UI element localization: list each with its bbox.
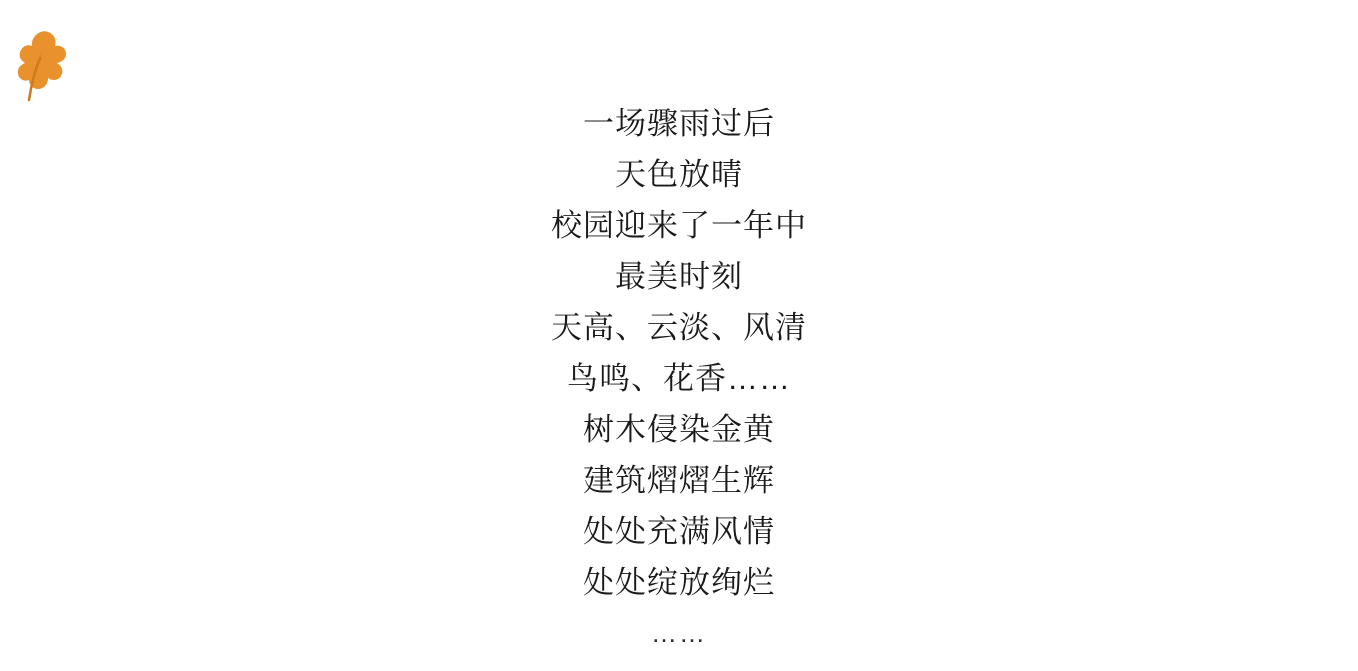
poem-line: 建筑熠熠生辉 [583, 463, 775, 498]
poem-line: 天色放晴 [615, 157, 743, 192]
poem-line: 一场骤雨过后 [583, 106, 775, 141]
poem-line: 处处绽放绚烂 [583, 565, 775, 600]
poem-line: 鸟鸣、花香…… [567, 361, 791, 396]
poem-line: …… [651, 618, 707, 648]
poem-line: 处处充满风情 [583, 514, 775, 549]
poem-body [0, 98, 1358, 659]
poem-line: 最美时刻 [615, 259, 743, 294]
poem-line: 校园迎来了一年中 [551, 208, 807, 243]
poem-line: 树木侵染金黄 [583, 412, 775, 447]
poem-line: 天高、云淡、风清 [551, 310, 807, 345]
oak-leaf-icon [10, 28, 74, 102]
